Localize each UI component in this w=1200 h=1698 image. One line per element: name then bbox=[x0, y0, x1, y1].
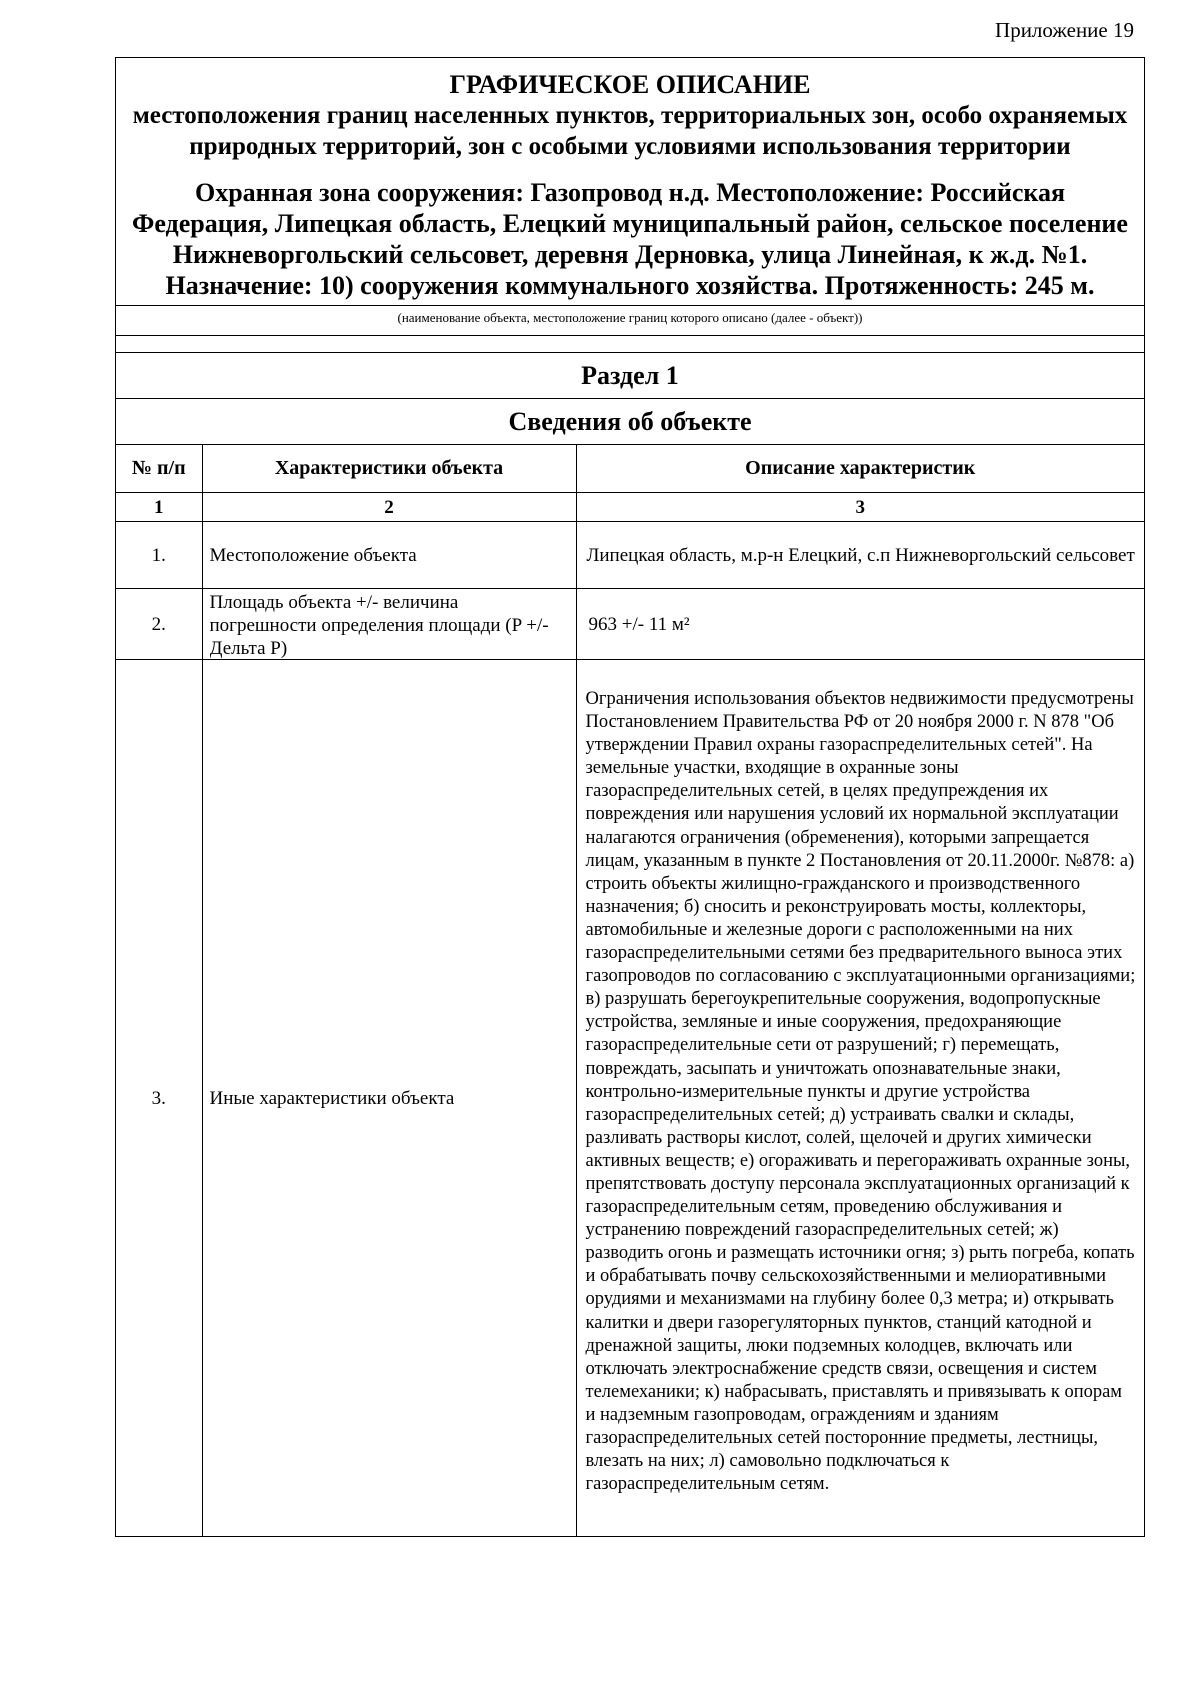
table-row bbox=[116, 589, 1144, 660]
table-column-numbers-row bbox=[116, 493, 1144, 522]
row-characteristic: Площадь объекта +/- величина погрешности определения площади (P +/- Дельта P) bbox=[209, 592, 549, 659]
section-title: Раздел 1 bbox=[116, 353, 1144, 399]
row-description: Ограничения использования объектов недвижимости предусмотрены Постановлением Правительства РФ от 20 ноября 2000 г. N 878 "Об утверждении Правил охраны газораспределительных сетей". На земельные участки, входящие в охранные зоны газораспределительных сетей, в целях предупреждения их повреждения или нарушения условий их нормальной эксплуатации налагаются ограничения (обременения), которыми запрещается лицам, указанным в пункте 2 Постановления от 20.11.2000г. №878: а) строить объекты жилищно-гражданского и производственного назначения; б) сносить и реконструировать мосты, коллекторы, автомобильные и железные дороги с расположенными на них газораспределительными сетями без предварительного выноса этих газопроводов по согласованию с эксплуатационными организациями; в) разрушать берегоукрепительные сооружения, водопропускные устройства, земляные и иные сооружения, предохраняющие газораспределительные сети от разрушений; г) перемещать, повреждать, засыпать и уничтожать опознавательные знаки, контрольно-измерительные пункты и другие устройства газораспределительных сетей; д) устраивать свалки и склады, разливать растворы кислот, солей, щелочей и других химически активных веществ; е) огораживать и перегораживать охранные зоны, препятствовать доступу персонала эксплуатационных организаций к газораспределительным сетям, проведению обслуживания и устранению повреждений газораспределительных сетей; ж) разводить огонь и размещать источники огня; з) рыть погреба, копать и обрабатывать почву сельскохозяйственными и мелиоративными орудиями и механизмами на глубину более 0,3 метра; и) открывать калитки и двери газорегуляторных пунктов, станций катодной и дренажной защиты, люки подземных колодцев, включать или отключать электроснабжение средств связи, освещения и систем телемеханики; к) набрасывать, приставлять и привязывать к опорам и надземным газопроводам, ограждениям и зданиям газораспределительных сетей посторонние предметы, лестницы, влезать на них; л) самовольно подключаться к газораспределительным сетям. bbox=[576, 660, 1144, 1537]
spacer-row bbox=[116, 336, 1144, 353]
object-info-table bbox=[116, 445, 1144, 1536]
appendix-label: Приложение 19 bbox=[995, 18, 1134, 42]
object-note: (наименование объекта, местоположение границ которого описано (далее - объект)) bbox=[116, 306, 1144, 336]
row-description: Липецкая область, м.р-н Елецкий, с.п Нижневоргольский сельсовет bbox=[576, 522, 1144, 589]
col-number-3: 3 bbox=[576, 493, 1144, 522]
row-num: 1. bbox=[116, 522, 202, 589]
col-number-1: 1 bbox=[116, 493, 202, 522]
object-description: Охранная зона сооружения: Газопровод н.д. Местоположение: Российская Федерация, Липецкая область, Елецкий муниципальный район, сельское поселение Нижневоргольский сельсовет, деревня Дерновка, улица Линейная, к ж.д. №1. Назначение: 10) сооружения коммунального хозяйства. Протяженность: 245 м. bbox=[132, 178, 1128, 300]
document-subtitle: местоположения границ населенных пунктов, территориальных зон, особо охраняемых природных территорий, зон с особыми условиями использования территории bbox=[132, 102, 1128, 160]
header-description: Описание характеристик bbox=[576, 445, 1144, 493]
row-num: 2. bbox=[116, 589, 202, 660]
header-block bbox=[116, 58, 1144, 306]
header-num: № п/п bbox=[116, 445, 202, 493]
table-row bbox=[116, 522, 1144, 589]
table-header-row bbox=[116, 445, 1144, 493]
col-number-2: 2 bbox=[202, 493, 576, 522]
row-characteristic: Местоположение объекта bbox=[202, 522, 576, 589]
row-description: 963 +/- 11 м² bbox=[576, 589, 1144, 660]
row-characteristic: Иные характеристики объекта bbox=[202, 660, 576, 1537]
document-frame bbox=[115, 57, 1145, 1537]
row-characteristic-cell bbox=[202, 589, 576, 660]
table-row bbox=[116, 660, 1144, 1537]
document-title: ГРАФИЧЕСКОЕ ОПИСАНИЕ bbox=[449, 70, 811, 99]
row-num: 3. bbox=[116, 660, 202, 1537]
section-subtitle: Сведения об объекте bbox=[116, 399, 1144, 445]
header-characteristic: Характеристики объекта bbox=[202, 445, 576, 493]
